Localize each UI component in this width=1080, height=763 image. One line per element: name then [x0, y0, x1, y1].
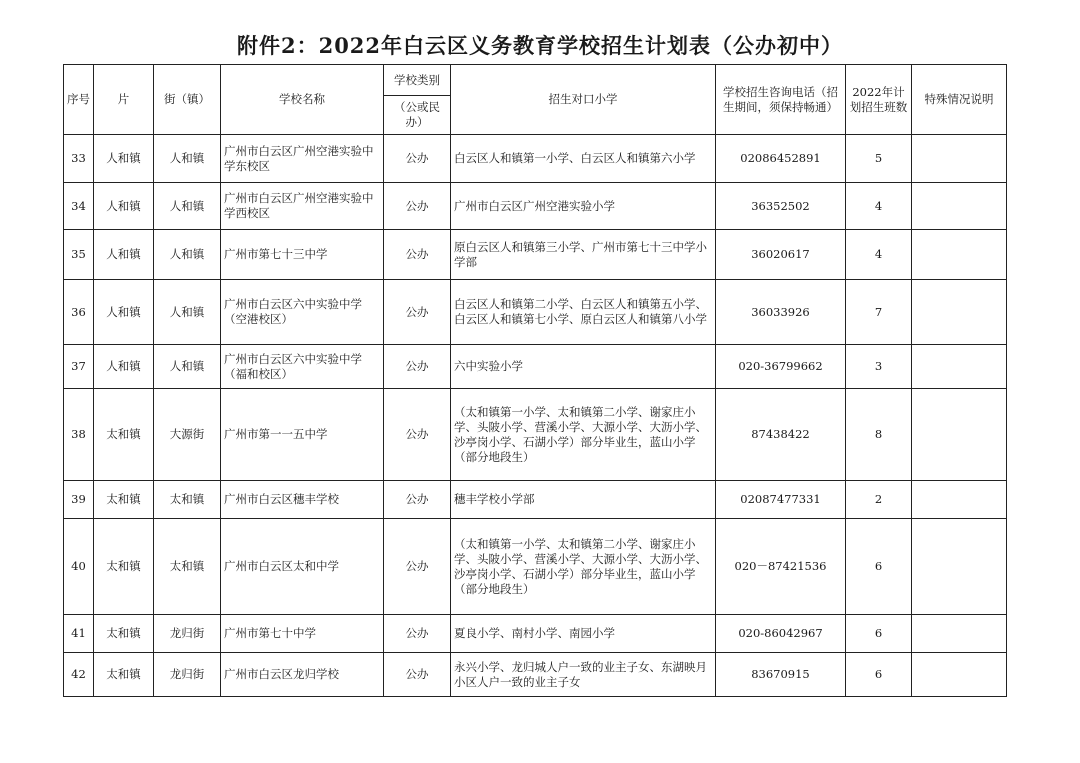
table-row: [64, 519, 1007, 615]
cell-notes: [912, 280, 1007, 345]
cell-phone: 83670915: [716, 653, 846, 697]
cell-seq: 38: [64, 389, 94, 481]
cell-primary-schools: 穗丰学校小学部: [451, 481, 716, 519]
cell-area: 太和镇: [94, 481, 154, 519]
cell-street: 人和镇: [154, 345, 221, 389]
cell-primary-schools: 白云区人和镇第二小学、白云区人和镇第五小学、白云区人和镇第七小学、原白云区人和镇第八小学: [451, 280, 716, 345]
cell-area: 人和镇: [94, 280, 154, 345]
cell-seq: 33: [64, 135, 94, 183]
cell-school-type: 公办: [384, 183, 451, 230]
cell-classes: 2: [846, 481, 912, 519]
cell-street: 太和镇: [154, 481, 221, 519]
header-classes: 2022年计划招生班数: [846, 65, 912, 135]
cell-street: 人和镇: [154, 183, 221, 230]
table-header-row: [64, 65, 1007, 96]
cell-seq: 41: [64, 615, 94, 653]
cell-classes: 6: [846, 519, 912, 615]
cell-school-name: 广州市白云区穗丰学校: [221, 481, 384, 519]
header-school-name: 学校名称: [221, 65, 384, 135]
cell-seq: 36: [64, 280, 94, 345]
cell-primary-schools: （太和镇第一小学、太和镇第二小学、谢家庄小学、头陂小学、营溪小学、大源小学、大沥小学、沙亭岗小学、石湖小学）部分毕业生，蓝山小学（部分地段生）: [451, 519, 716, 615]
header-seq: 序号: [64, 65, 94, 135]
cell-notes: [912, 481, 1007, 519]
cell-notes: [912, 183, 1007, 230]
cell-phone: 36020617: [716, 230, 846, 280]
cell-school-type: 公办: [384, 653, 451, 697]
table-row: [64, 280, 1007, 345]
cell-street: 人和镇: [154, 230, 221, 280]
cell-school-type: 公办: [384, 615, 451, 653]
cell-classes: 6: [846, 653, 912, 697]
table-row: [64, 345, 1007, 389]
cell-phone: 020－87421536: [716, 519, 846, 615]
cell-classes: 5: [846, 135, 912, 183]
header-school-type: 学校类别: [384, 65, 451, 96]
cell-school-name: 广州市白云区太和中学: [221, 519, 384, 615]
cell-school-type: 公办: [384, 135, 451, 183]
cell-classes: 7: [846, 280, 912, 345]
cell-notes: [912, 615, 1007, 653]
cell-school-type: 公办: [384, 389, 451, 481]
cell-classes: 6: [846, 615, 912, 653]
cell-school-name: 广州市第七十三中学: [221, 230, 384, 280]
cell-phone: 020-86042967: [716, 615, 846, 653]
cell-school-name: 广州市白云区六中实验中学（空港校区）: [221, 280, 384, 345]
page-title: 附件2：2022年白云区义务教育学校招生计划表（公办初中）: [236, 33, 844, 58]
cell-school-name: 广州市第七十中学: [221, 615, 384, 653]
cell-street: 太和镇: [154, 519, 221, 615]
cell-primary-schools: 六中实验小学: [451, 345, 716, 389]
cell-phone: 02086452891: [716, 135, 846, 183]
cell-area: 人和镇: [94, 230, 154, 280]
cell-classes: 3: [846, 345, 912, 389]
cell-classes: 4: [846, 230, 912, 280]
cell-school-name: 广州市白云区龙归学校: [221, 653, 384, 697]
table-row: [64, 183, 1007, 230]
table-row: [64, 653, 1007, 697]
header-phone: 学校招生咨询电话（招生期间，须保持畅通）: [716, 65, 846, 135]
cell-primary-schools: 白云区人和镇第一小学、白云区人和镇第六小学: [451, 135, 716, 183]
header-primary: 招生对口小学: [451, 65, 716, 135]
header-street: 街（镇）: [154, 65, 221, 135]
cell-area: 太和镇: [94, 653, 154, 697]
cell-notes: [912, 230, 1007, 280]
cell-street: 大源街: [154, 389, 221, 481]
cell-notes: [912, 135, 1007, 183]
cell-phone: 020-36799662: [716, 345, 846, 389]
cell-seq: 35: [64, 230, 94, 280]
cell-school-type: 公办: [384, 481, 451, 519]
cell-notes: [912, 519, 1007, 615]
cell-school-type: 公办: [384, 519, 451, 615]
cell-street: 龙归街: [154, 615, 221, 653]
table-row: [64, 135, 1007, 183]
cell-school-name: 广州市白云区广州空港实验中学东校区: [221, 135, 384, 183]
header-school-type-sub: （公或民办）: [384, 96, 451, 135]
cell-school-type: 公办: [384, 280, 451, 345]
cell-primary-schools: 原白云区人和镇第三小学、广州市第七十三中学小学部: [451, 230, 716, 280]
cell-street: 龙归街: [154, 653, 221, 697]
header-area: 片: [94, 65, 154, 135]
cell-area: 人和镇: [94, 135, 154, 183]
cell-notes: [912, 653, 1007, 697]
cell-street: 人和镇: [154, 280, 221, 345]
table-row: [64, 230, 1007, 280]
cell-primary-schools: 夏良小学、南村小学、南园小学: [451, 615, 716, 653]
cell-primary-schools: 永兴小学、龙归城人户一致的业主子女、东湖映月小区人户一致的业主子女: [451, 653, 716, 697]
cell-notes: [912, 345, 1007, 389]
header-notes: 特殊情况说明: [912, 65, 1007, 135]
cell-phone: 36033926: [716, 280, 846, 345]
cell-school-name: 广州市第一一五中学: [221, 389, 384, 481]
cell-area: 太和镇: [94, 389, 154, 481]
cell-classes: 4: [846, 183, 912, 230]
table-row: [64, 615, 1007, 653]
enrollment-plan-table: [63, 64, 1007, 697]
cell-street: 人和镇: [154, 135, 221, 183]
cell-seq: 34: [64, 183, 94, 230]
cell-phone: 87438422: [716, 389, 846, 481]
cell-phone: 36352502: [716, 183, 846, 230]
cell-school-type: 公办: [384, 345, 451, 389]
cell-classes: 8: [846, 389, 912, 481]
cell-seq: 39: [64, 481, 94, 519]
table-row: [64, 389, 1007, 481]
cell-seq: 40: [64, 519, 94, 615]
cell-area: 太和镇: [94, 519, 154, 615]
cell-seq: 42: [64, 653, 94, 697]
cell-seq: 37: [64, 345, 94, 389]
cell-primary-schools: 广州市白云区广州空港实验小学: [451, 183, 716, 230]
cell-phone: 02087477331: [716, 481, 846, 519]
cell-school-type: 公办: [384, 230, 451, 280]
cell-school-name: 广州市白云区六中实验中学（福和校区）: [221, 345, 384, 389]
cell-notes: [912, 389, 1007, 481]
table-row: [64, 481, 1007, 519]
cell-primary-schools: （太和镇第一小学、太和镇第二小学、谢家庄小学、头陂小学、营溪小学、大源小学、大沥小学、沙亭岗小学、石湖小学）部分毕业生，蓝山小学（部分地段生）: [451, 389, 716, 481]
cell-school-name: 广州市白云区广州空港实验中学西校区: [221, 183, 384, 230]
cell-area: 人和镇: [94, 183, 154, 230]
cell-area: 人和镇: [94, 345, 154, 389]
cell-area: 太和镇: [94, 615, 154, 653]
